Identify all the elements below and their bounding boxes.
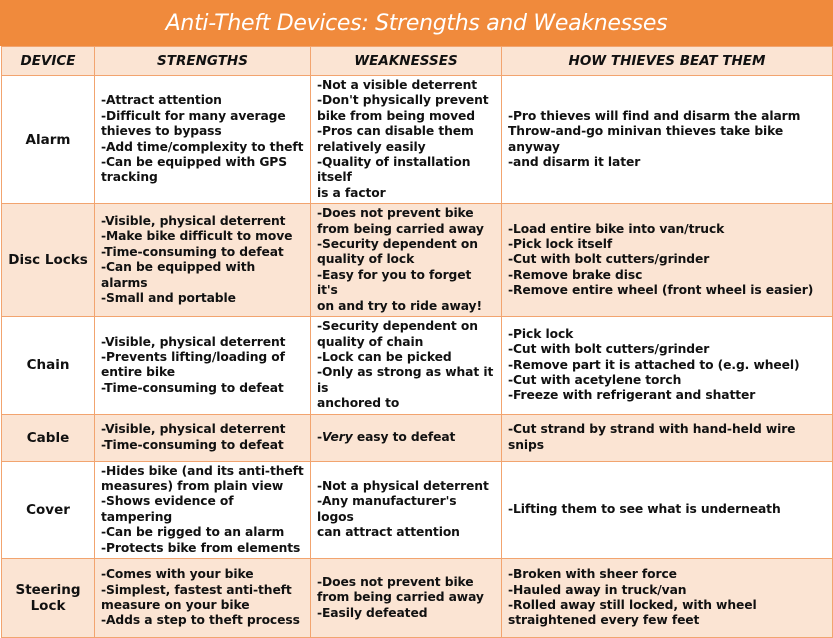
list-line: -Lifting them to see what is underneath xyxy=(508,502,781,517)
list-line: quality of lock xyxy=(317,252,415,267)
list-line: -Comes with your bike xyxy=(101,567,254,582)
list-line: -Does not prevent bike xyxy=(317,574,474,589)
table-row xyxy=(2,317,833,414)
list-line-prefix: - xyxy=(317,429,323,444)
list-line-rest: easy to defeat xyxy=(352,429,456,444)
list-line: bike from being moved xyxy=(317,108,475,123)
list-line: -Not a physical deterrent xyxy=(317,478,489,493)
weaknesses-cell xyxy=(311,414,502,461)
list-line: -Load entire bike into van/truck xyxy=(508,221,725,236)
header-weaknesses: WEAKNESSES xyxy=(311,47,502,76)
list-line: -Remove part it is attached to (e.g. wheel) xyxy=(508,357,800,372)
list-line: quality of chain xyxy=(317,334,424,349)
weaknesses-cell xyxy=(311,461,502,558)
table-row xyxy=(2,461,833,558)
table-row xyxy=(2,204,833,317)
weaknesses-cell xyxy=(311,558,502,637)
list-line: -Cut with acetylene torch xyxy=(508,373,682,388)
list-line: -Easy for you to forget it's xyxy=(317,267,476,298)
list-line: Throw-and-go minivan thieves take bike anyway xyxy=(508,124,788,154)
list-line: thieves to bypass xyxy=(101,124,222,139)
list-line: -Pros can disable them xyxy=(317,124,474,139)
device-name xyxy=(2,558,95,637)
strengths-cell xyxy=(95,414,311,461)
list-line: -Hides bike (and its anti-theft xyxy=(101,463,304,478)
list-line: -Easily defeated xyxy=(317,605,428,620)
list-line: -Difficult for many average xyxy=(101,108,286,123)
strengths-cell xyxy=(95,317,311,414)
list-line: -Can be rigged to an alarm xyxy=(101,525,285,540)
list-line: -Cut with bolt cutters/grinder xyxy=(508,342,710,357)
table-row xyxy=(2,558,833,637)
list-line: -Time-consuming to defeat xyxy=(101,380,284,395)
list-line: -Broken with sheer force xyxy=(508,567,677,582)
list-line: from being carried away xyxy=(317,221,484,236)
strengths-cell xyxy=(95,461,311,558)
list-line: -Visible, physical deterrent xyxy=(101,422,286,437)
list-line: entire bike xyxy=(101,365,175,380)
how-thieves-cell xyxy=(502,317,833,414)
list-line: -Prevents lifting/loading of xyxy=(101,349,285,364)
list-line: -Security dependent on xyxy=(317,319,478,334)
list-line: -Rolled away still locked, with wheel xyxy=(508,597,757,612)
list-line: measures) from plain view xyxy=(101,478,284,493)
list-line: -and disarm it later xyxy=(508,155,641,170)
how-thieves-cell xyxy=(502,558,833,637)
list-line: -Any manufacturer's logos xyxy=(317,494,461,524)
emphasis-text: Very xyxy=(322,429,353,444)
weaknesses-cell xyxy=(311,204,502,317)
list-line: straightened every few feet xyxy=(508,613,700,628)
table-row xyxy=(2,414,833,461)
how-thieves-cell xyxy=(502,76,833,204)
device-name: Disc Locks xyxy=(2,204,95,317)
list-line: -Pick lock xyxy=(508,326,574,341)
list-line: -Lock can be picked xyxy=(317,349,452,364)
device-name: Alarm xyxy=(2,76,95,204)
list-line: -Add time/complexity to theft xyxy=(101,139,304,154)
list-line: -Adds a step to theft process xyxy=(101,613,300,628)
list-line: on and try to ride away! xyxy=(317,298,482,313)
list-line xyxy=(317,430,495,445)
list-line: -Hauled away in truck/van xyxy=(508,582,687,597)
list-line: is a factor xyxy=(317,185,386,200)
list-line: -Not a visible deterrent xyxy=(317,78,478,92)
list-line: -Remove entire wheel (front wheel is easier) xyxy=(508,283,814,298)
list-line: -Quality of installation itself xyxy=(317,155,475,185)
list-line: -Freeze with refrigerant and shatter xyxy=(508,388,756,403)
list-line: -Pick lock itself xyxy=(508,237,613,252)
list-line: from being carried away xyxy=(317,590,484,605)
list-line: -Simplest, fastest anti-theft xyxy=(101,582,292,597)
list-line: -Cut with bolt cutters/grinder xyxy=(508,252,710,267)
device-name-line: Steering xyxy=(15,581,81,598)
list-line: -Visible, physical deterrent xyxy=(101,213,286,228)
list-line: relatively easily xyxy=(317,139,426,154)
list-line: -Remove brake disc xyxy=(508,267,643,282)
list-line: anchored to xyxy=(317,396,400,411)
list-line: -Can be equipped with GPS xyxy=(101,155,287,170)
list-line: -Attract attention xyxy=(101,93,222,108)
device-name: Cable xyxy=(2,414,95,461)
device-name-line: Lock xyxy=(30,597,66,614)
list-line: -Can be equipped with alarms xyxy=(101,260,260,290)
header-row xyxy=(2,47,833,76)
device-name: Chain xyxy=(2,317,95,414)
list-line: tracking xyxy=(101,170,158,185)
device-name: Cover xyxy=(2,461,95,558)
header-device: DEVICE xyxy=(2,47,95,76)
table-row xyxy=(2,76,833,204)
list-line: -Shows evidence of tampering xyxy=(101,494,238,524)
how-thieves-cell xyxy=(502,414,833,461)
weaknesses-cell xyxy=(311,76,502,204)
list-line: can attract attention xyxy=(317,525,460,540)
list-line: -Time-consuming to defeat xyxy=(101,437,284,452)
list-line: -Small and portable xyxy=(101,290,236,305)
how-thieves-cell xyxy=(502,461,833,558)
list-line: -Security dependent on xyxy=(317,237,478,252)
list-line: -Pro thieves will find and disarm the alarm xyxy=(508,108,801,123)
strengths-cell xyxy=(95,204,311,317)
strengths-cell xyxy=(95,558,311,637)
list-line: -Does not prevent bike xyxy=(317,206,474,221)
list-line: -Cut strand by strand with hand-held wire snips xyxy=(508,422,800,452)
how-thieves-cell xyxy=(502,204,833,317)
list-line: -Make bike difficult to move xyxy=(101,229,293,244)
list-line: -Don't physically prevent xyxy=(317,93,489,108)
header-strengths: STRENGTHS xyxy=(95,47,311,76)
comparison-table xyxy=(1,46,833,638)
strengths-cell xyxy=(95,76,311,204)
list-line: -Time-consuming to defeat xyxy=(101,244,284,259)
header-how-thieves-beat-them: HOW THIEVES BEAT THEM xyxy=(502,47,833,76)
list-line: -Only as strong as what it is xyxy=(317,365,498,395)
list-line: measure on your bike xyxy=(101,597,250,612)
list-line: -Protects bike from elements xyxy=(101,540,301,555)
page-title: Anti-Theft Devices: Strengths and Weaknesses xyxy=(0,0,833,46)
weaknesses-cell xyxy=(311,317,502,414)
list-line: -Visible, physical deterrent xyxy=(101,334,286,349)
